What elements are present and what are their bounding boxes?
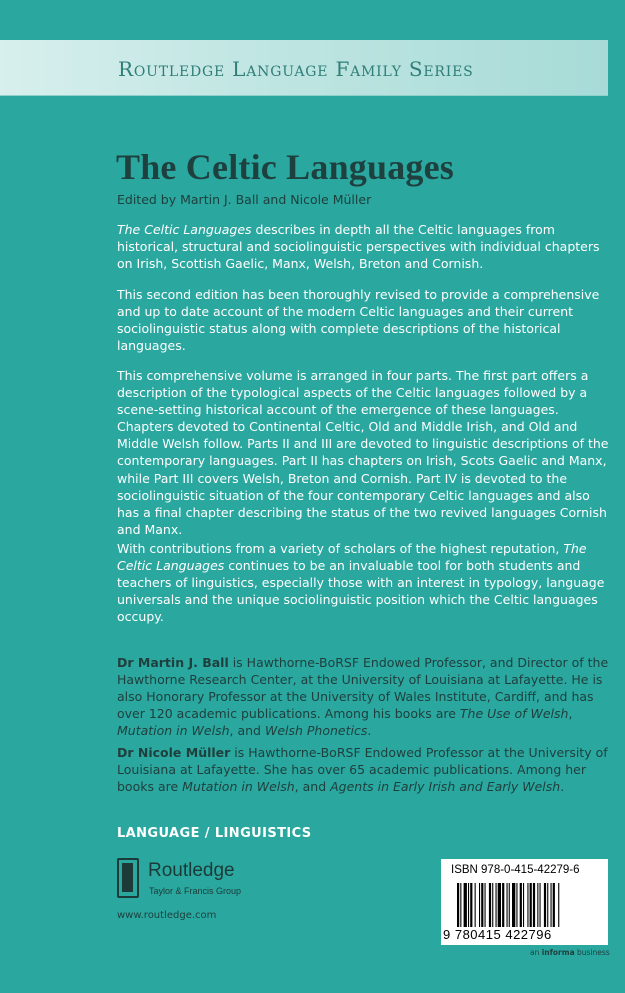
description-paragraph-1: The Celtic Languages describes in depth all the Celtic languages from historical, structural and sociolinguistic perspectives with individual chapters on Irish, Scottish Gaelic, Manx, Welsh, Breton and Cornish. xyxy=(117,222,600,272)
barcode-stripe xyxy=(547,883,548,927)
barcode-stripe xyxy=(485,883,486,927)
publisher-name: Routledge xyxy=(148,860,235,881)
barcode-stripe xyxy=(475,883,476,927)
author-name: Dr Martin J. Ball xyxy=(117,655,229,670)
barcode-stripe xyxy=(464,883,467,927)
barcode-stripe xyxy=(507,883,508,927)
barcode-stripe xyxy=(457,883,459,927)
author-bio-ball: Dr Martin J. Ball is Hawthorne-BoRSF Endowed Professor, and Director of the Hawthorne Research Center, at the University of Louisiana at Lafayette. He is also Honorary Professor at the University of Wales Institute, Cardiff, and has over 120 academic publications. Among his books are The Use of Welsh, Mutation in Welsh, and Welsh Phonetics. xyxy=(117,655,609,739)
barcode-stripe xyxy=(492,883,493,927)
barcode-stripe xyxy=(530,883,532,927)
barcode-stripe xyxy=(512,883,515,927)
barcode-stripe xyxy=(516,883,517,927)
isbn-label: ISBN 978-0-415-42279-6 xyxy=(451,864,580,876)
barcode-stripe xyxy=(481,883,483,927)
barcode-stripe xyxy=(489,883,491,927)
description-paragraph-4: With contributions from a variety of scholars of the highest reputation, The Celtic Languages continues to be an invaluable tool for both students and teachers of linguistics, especially those with an interest in typology, language universals and the unique sociolinguistic position which the Celtic languages occupy. xyxy=(117,541,605,625)
barcode-stripe xyxy=(544,883,546,927)
barcode-stripe xyxy=(523,883,524,927)
barcode-stripe xyxy=(470,883,472,927)
editors-line: Edited by Martin J. Ball and Nicole Müller xyxy=(117,192,372,207)
barcode-stripe xyxy=(502,883,504,927)
barcode-stripe xyxy=(496,883,497,927)
author-name: Dr Nicole Müller xyxy=(117,745,231,760)
description-paragraph-2: This second edition has been thoroughly revised to provide a comprehensive and up to date account of the modern Celtic languages and their current sociolinguistic status along with complete descriptions of the historical languages. xyxy=(117,287,600,354)
barcode-stripe xyxy=(479,883,480,927)
book-title-italic: The Celtic Languages xyxy=(117,222,252,237)
barcode-digits: 9 780415 422796 xyxy=(443,927,552,942)
barcode-stripe xyxy=(558,883,559,927)
barcode-stripe xyxy=(533,883,535,927)
barcode-icon xyxy=(457,883,593,929)
publisher-group: Taylor & Francis Group xyxy=(149,886,242,896)
top-strip xyxy=(0,0,625,40)
informa-line: an informa business xyxy=(530,948,610,957)
publisher-logo xyxy=(117,858,267,902)
book-title-italic: The Celtic Languages xyxy=(117,541,587,574)
barcode-stripe xyxy=(540,883,541,927)
book-title: The Celtic Languages xyxy=(116,147,455,187)
barcode-stripe xyxy=(537,883,538,927)
barcode-stripe xyxy=(551,883,552,927)
barcode-stripe xyxy=(553,883,555,927)
publisher-website: www.routledge.com xyxy=(117,910,217,921)
barcode-stripe xyxy=(520,883,522,927)
author-bio-muller: Dr Nicole Müller is Hawthorne-BoRSF Endowed Professor at the University of Louisiana at Lafayette. She has over 65 academic publications. Among her books are Mutation in Welsh, and Agents in Early Irish and Early Welsh. xyxy=(117,745,608,795)
barcode-stripe xyxy=(498,883,501,927)
series-title: Routledge Language Family Series xyxy=(118,57,474,81)
barcode-stripe xyxy=(527,883,528,927)
subject-category: LANGUAGE / LINGUISTICS xyxy=(117,826,312,841)
description-paragraph-3: This comprehensive volume is arranged in four parts. The first part offers a description of the typological aspects of the Celtic languages followed by a scene-setting historical account of the emergence of these languages. Chapters devoted to Continental Celtic, Old and Middle Irish, and Old and Middle Welsh follow. Parts II and III are devoted to linguistic descriptions of the contemporary languages. Part II has chapters on Irish, Scots Gaelic and Manx, while Part III covers Welsh, Breton and Cornish. Part IV is devoted to the sociolinguistic situation of the four contemporary Celtic languages and also has a final chapter describing the status of the two revived languages Cornish and Manx. xyxy=(117,368,609,537)
routledge-r-icon xyxy=(117,858,139,898)
barcode-stripe xyxy=(468,883,469,927)
barcode-stripe xyxy=(460,883,461,927)
barcode-box xyxy=(441,859,608,945)
barcode-stripe xyxy=(509,883,510,927)
